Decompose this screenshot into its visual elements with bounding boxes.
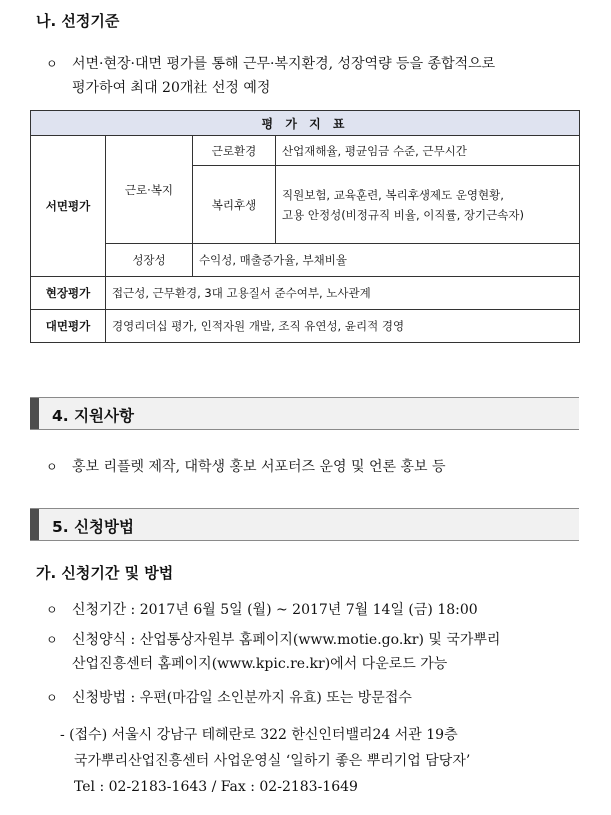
apply-method (46, 686, 412, 710)
growth-cell: 성장성 (106, 244, 193, 277)
apply-form (46, 628, 500, 676)
support-section-bar (30, 397, 579, 430)
bullet-mark: ㅇ (46, 691, 58, 705)
selection-paragraph (46, 52, 495, 100)
welfare-items-line-2: 고용 안정성(비정규직 비율, 이직률, 장기근속자) (282, 207, 524, 222)
interview-eval-cell: 대면평가 (31, 310, 106, 343)
work-welfare-cell: 근로·복지 (106, 136, 193, 244)
welfare-items-line-1: 직원보험, 교육훈련, 복리후생제도 운영현황, (282, 187, 504, 202)
support-text: 홍보 리플렛 제작, 대학생 홍보 서포터즈 운영 및 언론 홍보 등 (72, 459, 446, 475)
contact-line: Tel : 02-2183-1643 / Fax : 02-2183-1649 (74, 779, 358, 795)
support-paragraph (46, 455, 446, 479)
section-accent (30, 509, 39, 540)
growth-items-cell: 수익성, 매출증가율, 부채비율 (193, 244, 580, 277)
table-header: 평 가 지 표 (31, 111, 580, 136)
evaluation-criteria-table (30, 110, 580, 343)
work-env-items-cell: 산업재해율, 평균임금 수준, 근무시간 (276, 136, 580, 166)
bullet-mark: ㅇ (46, 633, 58, 647)
welfare-items-cell (276, 166, 580, 244)
apply-method-text: 신청방법 : 우편(마감일 소인분까지 유효) 또는 방문접수 (72, 690, 412, 706)
bullet-mark: ㅇ (46, 57, 58, 71)
selection-heading: 나. 선정기준 (36, 12, 120, 30)
bullet-mark: ㅇ (46, 460, 58, 474)
selection-line-1: 서면·현장·대면 평가를 통해 근무·복지환경, 성장역량 등을 종합적으로 (72, 56, 496, 72)
section-accent (30, 398, 39, 429)
address-line-2: 국가뿌리산업진흥센터 사업운영실 ‘일하기 좋은 뿌리기업 담당자’ (74, 753, 471, 769)
address-line-1: - (접수) 서울시 강남구 테헤란로 322 한신인터밸리24 서관 19층 (60, 727, 458, 743)
apply-subheading: 가. 신청기간 및 방법 (36, 564, 174, 582)
apply-period (46, 598, 478, 622)
welfare-cell: 복리후생 (193, 166, 276, 244)
support-title: 4. 지원사항 (52, 407, 134, 425)
apply-period-text: 신청기간 : 2017년 6월 5일 (월) ~ 2017년 7월 14일 (금) 18:00 (72, 602, 478, 618)
apply-form-line-2: 산업진흥센터 홈페이지(www.kpic.re.kr)에서 다운로드 가능 (72, 656, 448, 672)
apply-section-bar (30, 508, 579, 541)
site-items-cell: 접근성, 근무환경, 3대 고용질서 준수여부, 노사관계 (106, 277, 580, 310)
apply-address-block (60, 722, 470, 800)
apply-form-line-1: 신청양식 : 산업통상자원부 홈페이지(www.motie.go.kr) 및 국가뿌리 (72, 632, 501, 648)
bullet-mark: ㅇ (46, 603, 58, 617)
selection-line-2: 평가하여 최대 20개社 선정 예정 (72, 80, 271, 96)
written-eval-cell: 서면평가 (31, 136, 106, 277)
work-env-cell: 근로환경 (193, 136, 276, 166)
interview-items-cell: 경영리더십 평가, 인적자원 개발, 조직 유연성, 윤리적 경영 (106, 310, 580, 343)
apply-title: 5. 신청방법 (52, 518, 134, 536)
site-eval-cell: 현장평가 (31, 277, 106, 310)
